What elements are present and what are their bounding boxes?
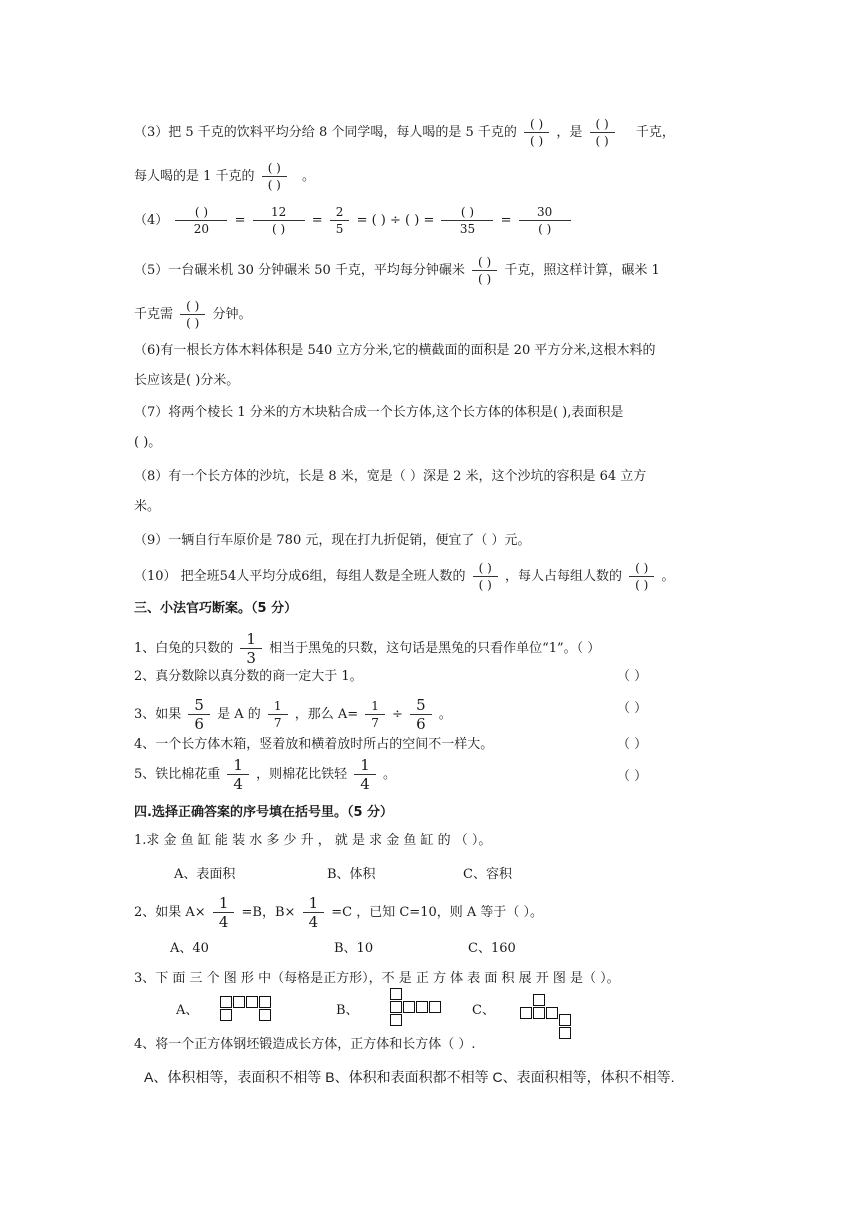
sec4-q2-option-a[interactable]: A、40: [170, 941, 209, 956]
fraction-blank[interactable]: ( ) 35: [441, 204, 493, 237]
fraction-blank[interactable]: 12 ( ): [253, 204, 305, 237]
q6-line1: （6)有一根长方体木料体积是 540 立方分米,它的横截面的面积是 20 平方分米,这根木料的: [134, 343, 656, 358]
sec4-q4-options[interactable]: A、体积相等，表面积不相等 B、体积和表面积都不相等 C、表面积相等，体积不相等.: [144, 1069, 675, 1085]
q3-line1: （3）把 5 千克的饮料平均分给 8 个同学喝，每人喝的是 5 千克的 ( ) ( ) ，是 ( ) ( ) 千克，: [134, 117, 675, 148]
fraction-blank[interactable]: ( ) ( ): [472, 254, 497, 287]
sec3-item-4: 4、一个长方体木箱，竖着放和横着放时所占的空间不一样大。: [134, 737, 494, 752]
sec3-item-2: 2、真分数除以真分数的商一定大于 1。: [134, 669, 363, 684]
sec3-item-5-blank[interactable]: （ ）: [617, 769, 648, 784]
q5-line1: （5）一台碾米机 30 分钟碾米 50 千克，平均每分钟碾米 ( ) ( ) 千克，照这样计算，碾米 1: [134, 255, 660, 286]
sec3-item-3-blank[interactable]: （ ）: [617, 701, 648, 716]
sec3-item-2-blank[interactable]: （ ）: [617, 669, 648, 684]
sec4-q2-option-c[interactable]: C、160: [468, 941, 516, 956]
fraction-blank[interactable]: ( ) ( ): [473, 560, 498, 593]
sec3-item-3: 3、如果 $\frac{5}{6}$ 是 A 的 $\frac{1}{7}$ ，那么 A= $\frac{1}{7}$ ÷ $\frac{5}{6}$ 。: [134, 696, 452, 733]
section-3-title: 三、小法官巧断案。（5 分）: [134, 601, 298, 616]
sec4-q1: 1.求 金 鱼 缸 能 装 水 多 少 升 ， 就 是 求 金 鱼 缸 的 （ ）。: [134, 833, 492, 848]
fraction-blank[interactable]: 30 ( ): [519, 204, 571, 237]
q8-line2: 米。: [134, 499, 161, 514]
fraction-blank[interactable]: ( ) ( ): [629, 560, 654, 593]
sec3-item-5: 5、铁比棉花重 $\frac{1}{4}$ ，则棉花比铁轻 $\frac{1}{4}$ 。: [134, 756, 396, 793]
q5-line2: 千克需 ( ) ( ) 分钟。: [134, 299, 252, 330]
sec4-q2-option-b[interactable]: B、10: [334, 941, 374, 956]
q7-line2: ( )。: [134, 435, 162, 450]
q9-line: （9）一辆自行车原价是 780 元，现在打九折促销，便宜了（ ）元。: [134, 533, 531, 548]
sec3-item-4-blank[interactable]: （ ）: [617, 737, 648, 752]
fraction: $\frac{2}{5}$: [330, 204, 350, 237]
sec4-q3-option-b[interactable]: B、: [336, 1003, 359, 1018]
fraction-blank[interactable]: ( ) ( ): [262, 160, 287, 193]
q10-line: （10） 把全班54人平均分成6组，每组人数是全班人数的 ( ) ( ) ，每人占每组人数的 ( ) ( ) 。: [134, 561, 675, 592]
sec4-q1-option-b[interactable]: B、体积: [327, 867, 376, 882]
fraction-blank[interactable]: ( ) ( ): [180, 298, 205, 331]
sec4-q2: 2、如果 A× $\frac{1}{4}$ =B，B× $\frac{1}{4}$ =C ，已知 C=10，则 A 等于（ ）。: [134, 894, 544, 931]
fraction-blank[interactable]: ( ) 20: [175, 204, 227, 237]
sec4-q3-option-a[interactable]: A、: [176, 1003, 199, 1018]
sec4-q3-option-c[interactable]: C、: [472, 1003, 495, 1018]
sec4-q4: 4、将一个正方体钢坯锻造成长方体，正方体和长方体（ ）.: [134, 1037, 476, 1052]
sec4-q3: 3、下 面 三 个 图 形 中（每格是正方形），不 是 正 方 体 表 面 积 展 开 图 是（ ）。: [134, 971, 620, 986]
q4-line: （4） ( ) 20 = 12 ( ) = $\frac{2}{5}$ = ( ) ÷ ( ) = ( ) 35 = 30 ( ): [134, 204, 574, 237]
q7-line1: （7）将两个棱长 1 分米的方木块粘合成一个长方体,这个长方体的体积是( ),表面积是: [134, 405, 624, 420]
fraction-blank[interactable]: ( ) ( ): [524, 116, 549, 149]
section-4-title: 四.选择正确答案的序号填在括号里。（5 分）: [134, 805, 394, 820]
q3-line2: 每人喝的是 1 千克的 ( ) ( ) 。: [134, 161, 316, 192]
sec3-item-1: 1、白兔的只数的 $\frac{1}{3}$ 相当于黑兔的只数，这句话是黑兔的只看作单位“1”。（ ）: [134, 630, 601, 667]
sec4-q1-option-c[interactable]: C、容积: [463, 867, 512, 882]
fraction: $\frac{1}{3}$: [240, 630, 262, 667]
fraction-blank[interactable]: ( ) ( ): [590, 116, 615, 149]
q8-line1: （8）有一个长方体的沙坑，长是 8 米，宽是（ ）深是 2 米，这个沙坑的容积是 64 立方: [134, 469, 647, 484]
sec4-q1-option-a[interactable]: A、表面积: [174, 867, 236, 882]
q6-line2: 长应该是( )分米。: [134, 373, 240, 388]
